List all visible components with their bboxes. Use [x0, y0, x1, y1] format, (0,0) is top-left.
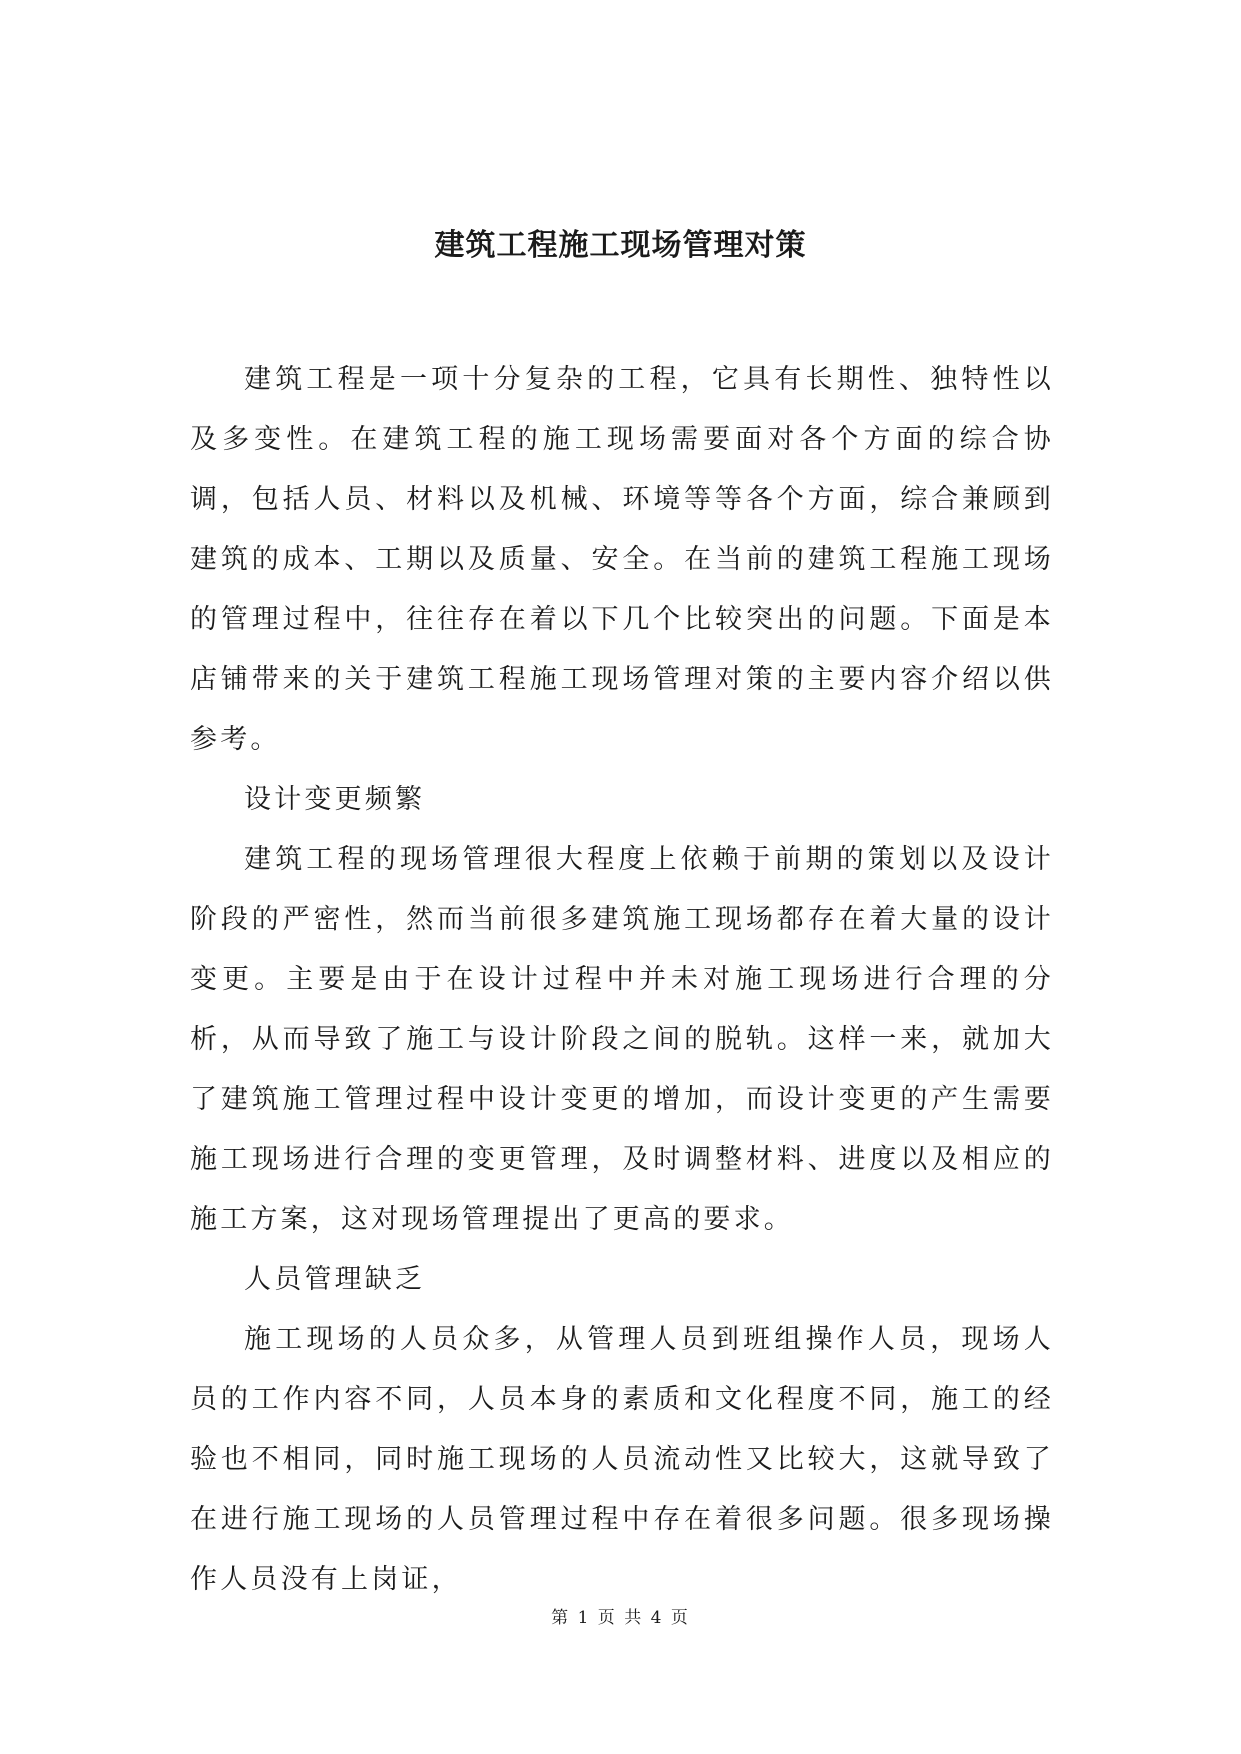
- section-heading-design-changes: 设计变更频繁: [244, 784, 426, 815]
- paragraph-personnel: 施工现场的人员众多，从管理人员到班组操作人员，现场人员的工作内容不同，人员本身的素质和文化程度不同，施工的经验也不相同，同时施工现场的人员流动性又比较大，这就导致了在进行施工现场的人员管理过程中存在着很多问题。很多现场操作人员没有上岗证，: [190, 1324, 1054, 1595]
- document-title: 建筑工程施工现场管理对策: [434, 228, 807, 263]
- section-heading-personnel: 人员管理缺乏: [244, 1264, 426, 1295]
- paragraph-intro: 建筑工程是一项十分复杂的工程，它具有长期性、独特性以及多变性。在建筑工程的施工现场需要面对各个方面的综合协调，包括人员、材料以及机械、环境等等各个方面，综合兼顾到建筑的成本、工期以及质量、安全。在当前的建筑工程施工现场的管理过程中，往往存在着以下几个比较突出的问题。下面是本店铺带来的关于建筑工程施工现场管理对策的主要内容介绍以供参考。: [190, 364, 1054, 755]
- paragraph-design-changes: 建筑工程的现场管理很大程度上依赖于前期的策划以及设计阶段的严密性，然而当前很多建筑施工现场都存在着大量的设计变更。主要是由于在设计过程中并未对施工现场进行合理的分析，从而导致了施工与设计阶段之间的脱轨。这样一来，就加大了建筑施工管理过程中设计变更的增加，而设计变更的产生需要施工现场进行合理的变更管理，及时调整材料、进度以及相应的施工方案，这对现场管理提出了更高的要求。: [190, 844, 1054, 1235]
- document-body: [190, 350, 1054, 1610]
- page-footer: 第 1 页 共 4 页: [551, 1608, 690, 1628]
